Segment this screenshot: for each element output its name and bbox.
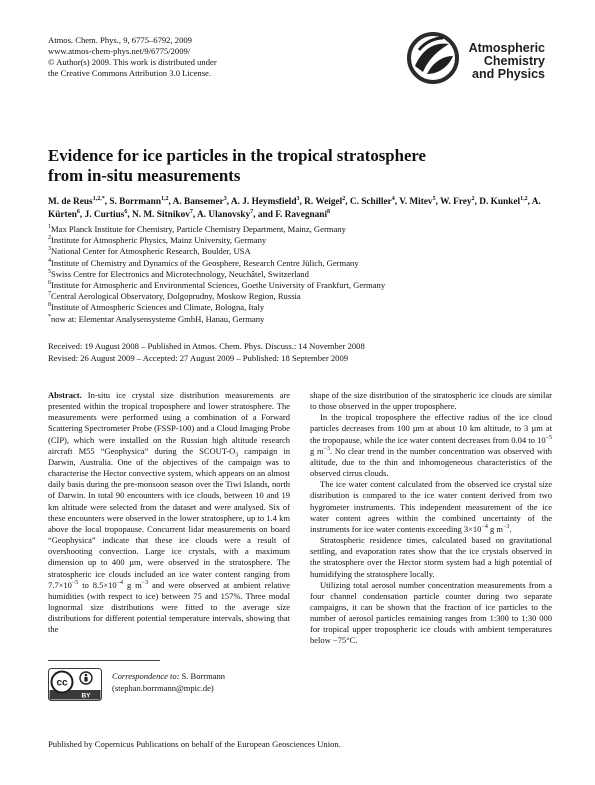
author-name: N. M. Sitnikov (132, 209, 190, 220)
affiliation-item (48, 246, 385, 257)
affiliation-item (48, 302, 385, 313)
affiliation-item (48, 269, 385, 280)
abstract-paragraph-residence: Stratospheric residence times, calculated based on gravitational settling, and evaporation rates show that the ice crystals observed in the stratosphere over the Hector storm system had a high potential of humidifying the stratosphere locally. (310, 535, 552, 579)
correspondence (112, 671, 225, 694)
journal-logo-text (469, 42, 545, 82)
author-affiliation-mark: 2 (342, 195, 346, 202)
publisher-footer: Published by Copernicus Publications on behalf of the European Geosciences Union. (48, 739, 341, 749)
author-affiliation-mark: 3 (296, 195, 300, 202)
affiliation-text: Institute for Atmospheric Physics, Mainz University, Germany (51, 235, 267, 246)
author-name: W. Frey (440, 197, 472, 207)
author-affiliation-mark: 6 (124, 208, 128, 215)
affiliation-item (48, 224, 385, 235)
author-name: V. Mitev (399, 197, 433, 207)
correspondence-email[interactable]: (stephan.borrmann@mpic.de) (112, 682, 214, 693)
affiliation-item (48, 258, 385, 269)
title-line-1: Evidence for ice particles in the tropical stratosphere (48, 146, 426, 165)
affiliation-mark: 7 (48, 291, 51, 298)
affiliation-mark: * (48, 313, 51, 320)
affiliation-mark: 6 (48, 280, 51, 287)
author-name: J. Curtius (84, 209, 125, 220)
author-affiliation-mark: 2 (471, 195, 475, 202)
citation-line: Atmos. Chem. Phys., 9, 6775–6792, 2009 (48, 35, 192, 45)
affiliation-text: Institute for Atmospheric and Environmental Sciences, Goethe University of Frankfurt, Germany (51, 280, 386, 291)
paper-title (48, 146, 548, 186)
affiliation-text: now at: Elementar Analysensysteme GmbH, Hanau, Germany (51, 313, 265, 324)
logo-line-3: and Physics (472, 67, 545, 82)
author-name: A. Bansemer (172, 197, 224, 207)
abstract-column (48, 390, 290, 635)
abstract-paragraph-aerosol: Utilizing total aerosol number concentration measurements from a four channel condensation particle counter during two separate campaigns, it can be shown that the fraction of ice particles to the number of aerosol particles remaining ranges from 1:300 to 1:30 000 for tropical upper tropospheric ice clouds with ambient temperatures below −75°C. (310, 579, 552, 646)
license-line: the Creative Commons Attribution 3.0 License. (48, 68, 212, 78)
abstract-paragraph: Abstract. In-situ ice crystal size distribution measurements are presented within the tropical troposphere and lower stratosphere. The measurements were performed using a combination of a Forward Scattering Spectrometer Probe (FSSP-100) and a Cloud Imaging Probe (CIP), which were installed on the Russian high altitude research aircraft M55 “Geophysica” during the SCOUT-$O_3$ campaign in Darwin, Australia. One of the objectives of the campaign was to characterise the Hector convective system, which appears on an almost daily basis during the pre-monsoon season over the Tiwi Islands, north of Darwin. In total 90 encounters with ice clouds, between 10 and 19 km altitude were selected from the dataset and were analysed. Six of these encounters were observed in the lower stratosphere, up to 1.4 km above the local tropopause. Concurrent lidar measurements on board “Geophysica” indicate that these ice clouds were a result of overshooting convection. Large ice crystals, with a maximum dimension up to 400 µm, were observed in the stratosphere. The stratospheric ice clouds included an ice water content ranging from $7.7\times 10^{-5}$ to $8.5\times 10^{-4}$ g $m^{-3}$ and were observed at ambient relative humidities (with respect to ice) between 75 and 157%. Three modal lognormal size distributions were fitted to the average size distributions for different potential temperature intervals, showing that the (48, 390, 290, 635)
affiliation-text: Institute of Atmospheric Sciences and Climate, Bologna, Italy (51, 302, 265, 313)
affiliation-text: Swiss Centre for Electronics and Microtechnology, Neuchâtel, Switzerland (51, 268, 309, 279)
affiliation-mark: 8 (48, 302, 51, 309)
affiliation-item (48, 291, 385, 302)
affiliation-text: National Center for Atmospheric Research, Boulder, USA (51, 246, 251, 257)
copyright-line: © Author(s) 2009. This work is distributed under (48, 57, 217, 67)
affiliation-text: Max Planck Institute for Chemistry, Particle Chemistry Department, Mainz, Germany (51, 224, 346, 234)
affiliation-text: Institute of Chemistry and Dynamics of the Geosphere, Research Centre Jülich, Germany (51, 257, 359, 268)
affiliation-mark: 2 (48, 235, 51, 242)
author-affiliation-mark: 6 (76, 208, 80, 215)
affiliation-text: Central Aerological Observatory, Dolgoprudny, Moskow Region, Russia (51, 291, 301, 302)
abstract-heading: Abstract. (48, 390, 82, 400)
journal-url[interactable]: www.atmos-chem-phys.net/9/6775/2009/ (48, 46, 191, 56)
affiliation-item (48, 280, 385, 291)
abstract-column-continued (310, 390, 552, 647)
logo-line-2: Chemistry (483, 54, 545, 69)
affiliation-mark: 1 (48, 224, 51, 231)
logo-line-1: Atmospheric (468, 41, 545, 55)
author-name: F. Ravegnani (275, 209, 328, 220)
author-name: S. Borrmann (109, 197, 161, 207)
abstract-paragraph-iwc: The ice water content calculated from the observed ice crystal size distribution is compared to the ice water content derived from two hygrometer instruments. This independent measurement of the ice water content agrees within the combined uncertainty of the instruments for ice water contents exceeding $3\times 10^{-4}$ g $m^{-3}$. (310, 479, 552, 534)
author-affiliation-mark: 7 (189, 208, 193, 215)
publication-dates (48, 340, 365, 364)
received-line: Received: 19 August 2008 – Published in Atmos. Chem. Phys. Discuss.: 14 November 2008 (48, 341, 365, 351)
correspondence-name: S. Borrmann (179, 671, 226, 681)
author-affiliation-mark: 1,2 (520, 195, 528, 202)
author-name: C. Schiller (349, 197, 392, 207)
journal-logo (405, 28, 555, 90)
creative-commons-icon[interactable] (48, 668, 102, 701)
author-affiliation-mark: 7 (250, 208, 254, 215)
correspondence-label: Correspondence to: (112, 671, 180, 681)
author-affiliation-mark: 1,2 (161, 195, 169, 202)
author-name: A. Ulanovsky (197, 209, 251, 220)
author-affiliation-mark: 5 (432, 195, 436, 202)
affiliation-mark: 4 (48, 257, 51, 264)
title-line-2: from in-situ measurements (48, 166, 241, 185)
author-name: A. J. Heymsfield (230, 197, 297, 207)
author-name: A. Kürten (48, 197, 541, 220)
journal-logo-icon (405, 28, 461, 88)
revised-line: Revised: 26 August 2009 – Accepted: 27 August 2009 – Published: 18 September 2009 (48, 353, 349, 363)
author-affiliation-mark: 3 (223, 195, 227, 202)
author-name: R. Weigel (304, 197, 343, 207)
abstract-paragraph-cont: shape of the size distribution of the stratospheric ice clouds are similar to those observed in the upper troposphere. (310, 390, 552, 412)
affiliation-item (48, 314, 385, 325)
abstract-paragraph-radius: In the tropical troposphere the effective radius of the ice cloud particles decreases from 100 µm at about 10 km altitude, to 3 µm at the tropopause, while the ice water content decreases from 0.04 to $10^{-5}$ g $m^{-3}$. No clear trend in the number concentration was observed with altitude, due to the thin and inhomogeneous characteristics of the observed cirrus clouds. (310, 412, 552, 479)
author-name: M. de Reus (48, 197, 93, 207)
author-name: D. Kunkel (479, 197, 521, 207)
author-affiliation-mark: 8 (327, 208, 331, 215)
affiliation-mark: 5 (48, 268, 51, 275)
footnote-divider (48, 660, 160, 661)
cc-label: cc (56, 677, 68, 689)
by-label: BY (81, 692, 91, 700)
affiliation-mark: 3 (48, 246, 51, 253)
author-affiliation-mark: 1,2,* (92, 195, 105, 202)
journal-header (48, 35, 217, 79)
author-affiliation-mark: 4 (391, 195, 395, 202)
author-list: M. de Reus$^{1,2,*}$, S. Borrmann$^{1,2}$, A. Bansemer$^3$, A. J. Heymsfield$^3$, R. Weigel$^2$, C. Schiller$^4$, V. Mitev$^5$, W. Frey$^2$, D. Kunkel$^{1,2}$, A. Kürten$^6$, J. Curtius$^6$, N. M. Sitnikov$^7$, A. Ulanovsky$^7$, and F. Ravegnani$^8$ (48, 195, 541, 220)
affiliation-list (48, 224, 385, 325)
affiliation-item (48, 235, 385, 246)
